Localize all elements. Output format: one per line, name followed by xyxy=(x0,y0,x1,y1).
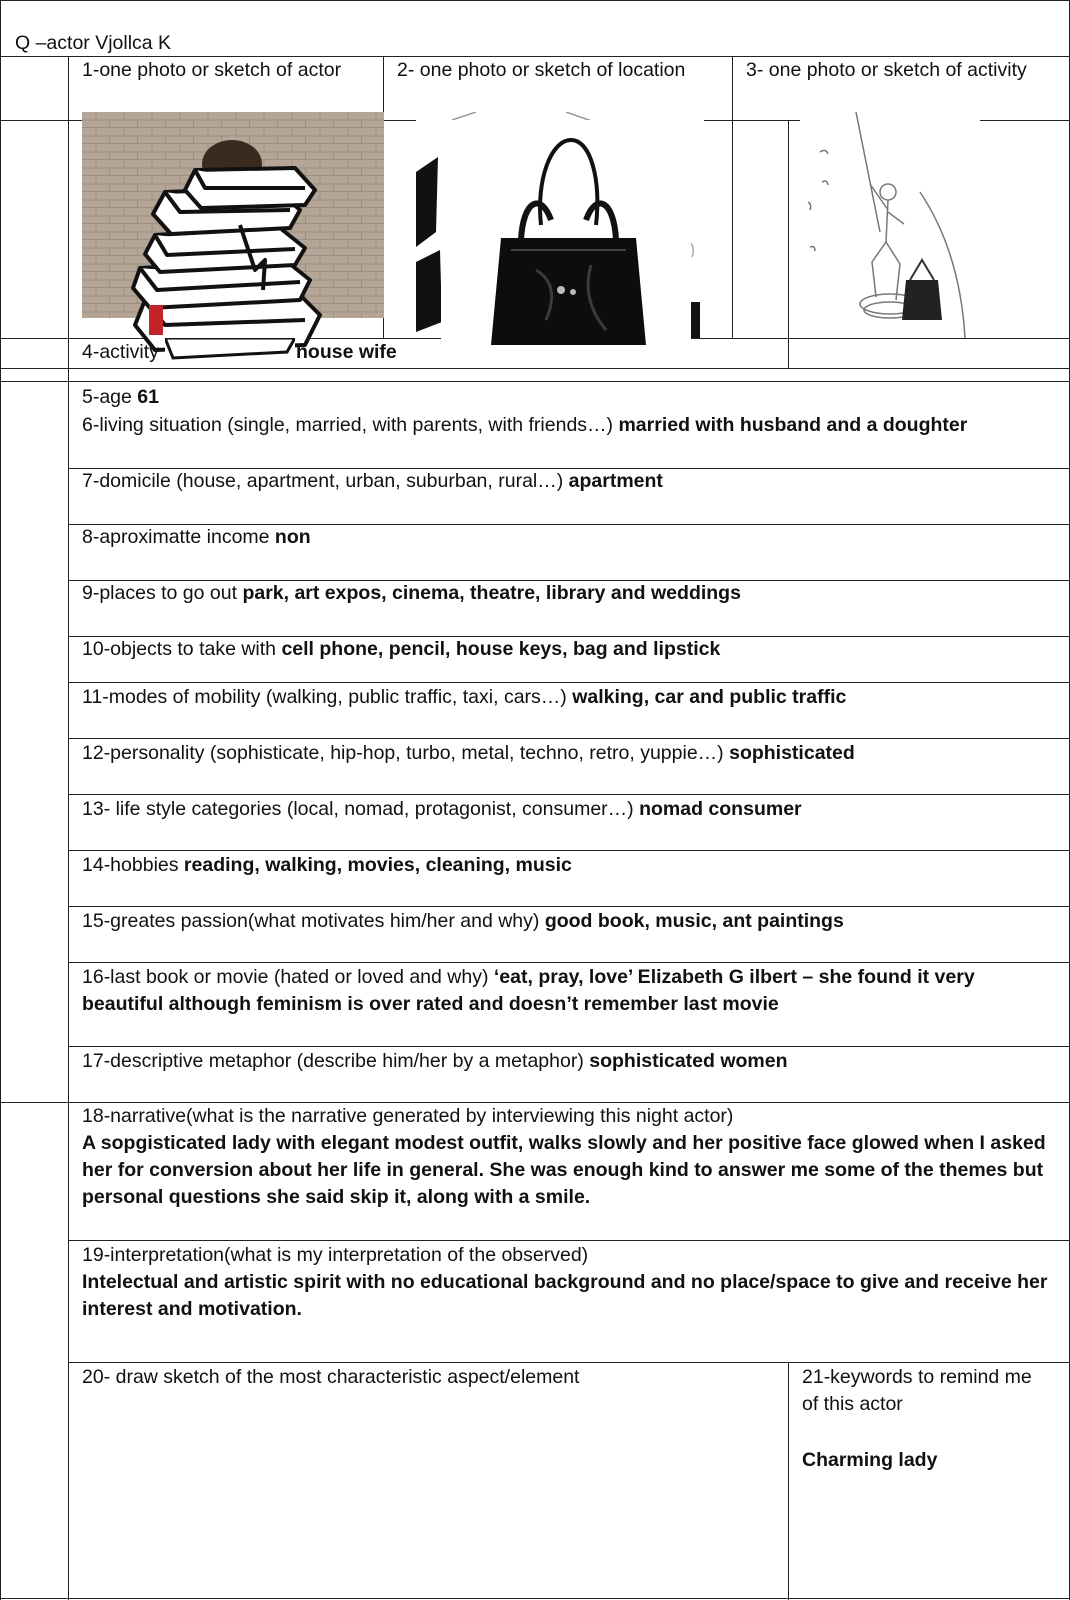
last-book-row: 16-last book or movie (hated or loved and why) ‘eat, pray, love’ Elizabeth G ilbert – she found it very xyxy=(82,966,975,988)
row-line xyxy=(68,1046,1070,1047)
keywords-value: Charming lady xyxy=(802,1449,938,1471)
mobility-value: walking, car and public traffic xyxy=(572,686,847,708)
income-value: non xyxy=(274,526,311,548)
narrative-line-2: her for conversion about her life in general. She was enough kind to answer me some of the themes but xyxy=(82,1159,1044,1181)
row-line xyxy=(68,682,1070,683)
objects-value: cell phone, pencil, house keys, bag and lipstick xyxy=(281,638,721,660)
living-situation-value: married with husband and a doughter xyxy=(618,414,968,436)
age-value: 61 xyxy=(137,386,159,408)
keywords-label: 21-keywords to remind me xyxy=(802,1366,1032,1388)
location-photo-label: 2- one photo or sketch of location xyxy=(397,59,686,81)
page-title: Q –actor Vjollca K xyxy=(15,32,172,54)
narrative-line-3: personal questions she said skip it, along with a smile. xyxy=(82,1186,591,1208)
left-border xyxy=(0,0,1,1600)
row-line xyxy=(68,738,1070,739)
passion-value: good book, music, ant paintings xyxy=(544,910,844,932)
places-row: 9-places to go out park, art expos, cinema, theatre, library and weddings xyxy=(82,582,741,604)
last-book-value-continued: beautiful although feminism is over rated and doesn’t remember last movie xyxy=(82,993,779,1015)
income-row: 8-aproximatte income non xyxy=(82,526,311,548)
narrative-label: 18-narrative(what is the narrative generated by interviewing this night actor) xyxy=(82,1105,734,1127)
column-line xyxy=(788,1362,789,1600)
column-line xyxy=(732,56,733,338)
activity-value: house wife xyxy=(296,341,397,363)
mobility-row: 11-modes of mobility (walking, public traffic, taxi, cars…) walking, car and public traffic xyxy=(82,686,847,708)
personality-value: sophisticated xyxy=(729,742,855,764)
metaphor-value: sophisticated women xyxy=(589,1050,788,1072)
objects-row: 10-objects to take with cell phone, pencil, house keys, bag and lipstick xyxy=(82,638,721,660)
domicile-row: 7-domicile (house, apartment, urban, suburban, rural…) apartment xyxy=(82,470,663,492)
books-stack-icon xyxy=(105,150,345,355)
row-line xyxy=(68,906,1070,907)
interpretation-line-1: Intelectual and artistic spirit with no educational background and no place/space to give and receive her xyxy=(82,1271,1048,1293)
living-situation-row: 6-living situation (single, married, with parents, with friends…) married with husband and a doughter xyxy=(82,414,968,436)
lifestyle-row: 13- life style categories (local, nomad, protagonist, consumer…) nomad consumer xyxy=(82,798,802,820)
hobbies-value: reading, walking, movies, cleaning, music xyxy=(183,854,572,876)
interpretation-line-2: interest and motivation. xyxy=(82,1298,302,1320)
activity-photo-label: 3- one photo or sketch of activity xyxy=(746,59,1027,81)
hobbies-row: 14-hobbies reading, walking, movies, cleaning, music xyxy=(82,854,572,876)
passion-row: 15-greates passion(what motivates him/her and why) good book, music, ant paintings xyxy=(82,910,844,932)
sketch-label: 20- draw sketch of the most characteristic aspect/element xyxy=(82,1366,580,1388)
bottom-border xyxy=(0,1598,1070,1599)
row-line xyxy=(0,368,1070,369)
handbag-icon xyxy=(441,120,691,366)
climbing-activity-sketch xyxy=(800,112,980,338)
top-border xyxy=(0,0,1070,1)
row-line xyxy=(68,1362,1070,1363)
narrative-line-1: A sopgisticated lady with elegant modest outfit, walks slowly and her positive face glowed when I asked xyxy=(82,1132,1046,1154)
interpretation-label: 19-interpretation(what is my interpretation of the observed) xyxy=(82,1244,589,1266)
personality-row: 12-personality (sophisticate, hip-hop, turbo, metal, techno, retro, yuppie…) sophisticated xyxy=(82,742,855,764)
last-book-value: ‘eat, pray, love’ Elizabeth G ilbert – she found it very xyxy=(493,966,975,988)
row-line xyxy=(68,794,1070,795)
activity-label: 4-activity xyxy=(82,341,159,363)
age-row: 5-age 61 xyxy=(82,386,159,408)
domicile-value: apartment xyxy=(568,470,663,492)
actor-photo-label: 1-one photo or sketch of actor xyxy=(82,59,342,81)
row-line xyxy=(68,1240,1070,1241)
lifestyle-value: nomad consumer xyxy=(639,798,802,820)
keywords-label-continued: of this actor xyxy=(802,1393,903,1415)
column-line xyxy=(68,56,69,1600)
row-line xyxy=(0,381,1070,382)
column-line xyxy=(788,120,789,368)
metaphor-row: 17-descriptive metaphor (describe him/her by a metaphor) sophisticated women xyxy=(82,1050,788,1072)
places-value: park, art expos, cinema, theatre, library and weddings xyxy=(242,582,741,604)
row-line xyxy=(68,962,1070,963)
books-stack-overlap xyxy=(165,338,295,366)
row-line xyxy=(68,850,1070,851)
